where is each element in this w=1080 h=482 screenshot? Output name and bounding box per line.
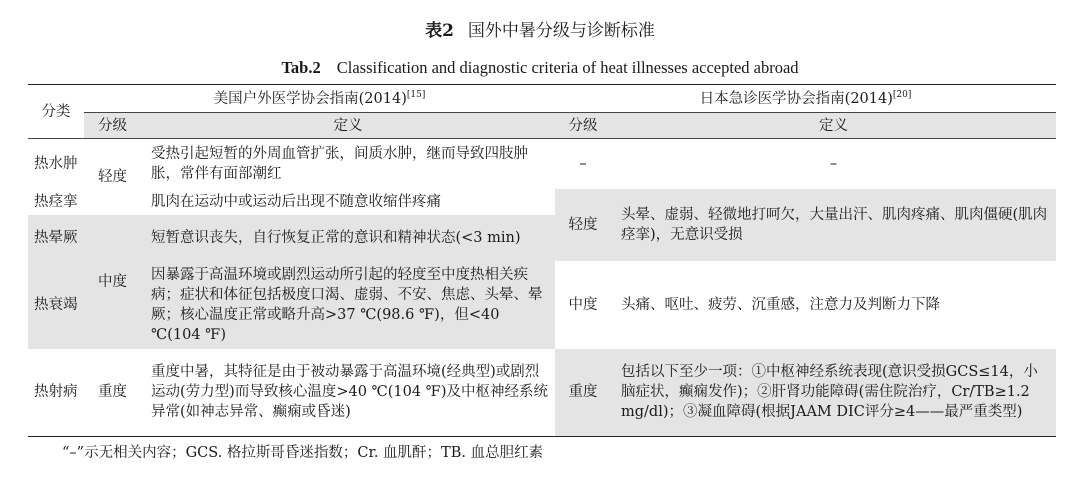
us-grade-cell: 重度 xyxy=(84,349,141,437)
jp-definition-cell: 包括以下至少一项：①中枢神经系统表现(意识受损GCS≤14，小脑症状，癫痫发作)；②肝肾功能障碍(需住院治疗，Cr/TB≥1.2 mg/dl)；③凝血障碍(根据JAAM DIC评分≥4——最严重类型) xyxy=(611,349,1056,437)
us-grade-cell: 轻度 xyxy=(98,168,127,185)
jp-grade-cell: 重度 xyxy=(555,349,611,437)
category-cell: 热衰竭 xyxy=(34,296,78,313)
jp-ref: [20] xyxy=(892,89,912,100)
table-caption-en: Classification and diagnostic criteria of heat illnesses accepted abroad xyxy=(336,58,799,77)
table-footnote: “–”示无相关内容；GCS. 格拉斯哥昏迷指数；Cr. 血肌酐；TB. 血总胆红素 xyxy=(62,445,544,461)
us-definition-cell: 受热引起短暂的外周血管扩张，间质水肿，继而导致四肢肿胀，常伴有面部潮红 xyxy=(151,145,528,182)
category-cell: 热痉挛 xyxy=(34,193,78,210)
table-row xyxy=(28,189,1056,215)
classification-table xyxy=(28,84,1056,437)
jp-definition-cell: – xyxy=(829,155,838,172)
table-caption-cn: 国外中暑分级与诊断标准 xyxy=(467,21,655,41)
table-title-en xyxy=(0,57,1080,79)
us-ref: [15] xyxy=(406,89,426,100)
jp-definition-cell: 头痛、呕吐、疲劳、沉重感，注意力及判断力下降 xyxy=(611,261,1056,349)
category-cell: 热水肿 xyxy=(34,155,78,172)
header-us-guideline: 美国户外医学协会指南(2014)[15] xyxy=(84,85,555,113)
us-definition-cell: 因暴露于高温环境或剧烈运动所引起的轻度至中度热相关疾病；症状和体征包括极度口渴、虚弱、不安、焦虑、头晕、晕厥；核心温度正常或略升高>37 ℃(98.6 ℉)，但<40 ℃(104 ℉) xyxy=(151,266,543,343)
table-row xyxy=(28,139,1056,189)
table-title-cn xyxy=(0,20,1080,42)
us-definition-cell: 重度中暑，其特征是由于被动暴露于高温环境(经典型)或剧烈运动(劳力型)而导致核心温度>40 ℃(104 ℉)及中枢神经系统异常(如神志异常、癫痫或昏迷) xyxy=(141,349,555,437)
jp-definition-cell: 头晕、虚弱、轻微地打呵欠，大量出汗、肌肉疼痛、肌肉僵硬(肌肉痉挛)，无意识受损 xyxy=(611,189,1056,261)
table-row xyxy=(28,349,1056,437)
us-definition-cell: 短暂意识丧失，自行恢复正常的意识和精神状态(<3 min) xyxy=(151,229,521,246)
jp-grade-cell: – xyxy=(579,155,587,172)
table-label-en: Tab.2 xyxy=(281,58,321,77)
category-cell: 热晕厥 xyxy=(34,229,78,246)
jp-grade-cell: 轻度 xyxy=(555,189,611,261)
header-category: 分类 xyxy=(28,85,84,139)
table-label-cn: 表2 xyxy=(425,21,454,41)
category-cell: 热射病 xyxy=(28,349,84,437)
table-row xyxy=(28,261,1056,349)
us-definition-cell: 肌肉在运动中或运动后出现不随意收缩伴疼痛 xyxy=(151,193,441,210)
us-grade-cell: 中度 xyxy=(98,273,127,290)
header-row-2 xyxy=(28,113,1056,139)
header-us-definition: 定义 xyxy=(141,113,555,139)
header-us-grade: 分级 xyxy=(84,113,141,139)
header-row-1 xyxy=(28,85,1056,113)
jp-grade-cell: 中度 xyxy=(555,261,611,349)
header-jp-guideline: 日本急诊医学协会指南(2014)[20] xyxy=(555,85,1056,113)
header-jp-grade: 分级 xyxy=(555,113,611,139)
header-jp-definition: 定义 xyxy=(611,113,1056,139)
